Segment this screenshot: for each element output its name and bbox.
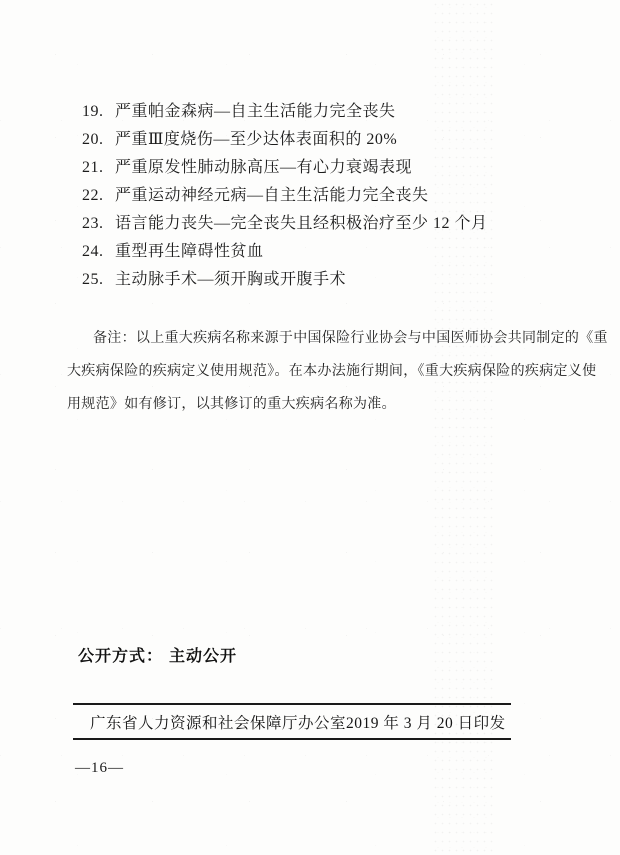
- item-text: 严重运动神经元病—自主生活能力完全丧失: [115, 187, 429, 204]
- item-number: 20.: [82, 131, 104, 148]
- imprint-issuer: 广东省人力资源和社会保障厅办公室: [90, 714, 347, 732]
- disease-list: [82, 98, 488, 294]
- page-number: —16—: [75, 760, 124, 776]
- disease-list-item: [82, 238, 488, 266]
- imprint-box: [73, 703, 511, 740]
- item-number: 25.: [82, 271, 104, 288]
- note-line: 备注：以上重大疾病名称来源于中国保险行业协会与中国医师协会共同制定的《重: [93, 331, 608, 346]
- item-text: 严重原发性肺动脉高压—有心力衰竭表现: [115, 159, 413, 176]
- item-text: 语言能力丧失—完全丧失且经积极治疗至少 12 个月: [115, 215, 488, 232]
- item-text: 重型再生障碍性贫血: [115, 243, 264, 260]
- item-text: 严重帕金森病—自主生活能力完全丧失: [115, 103, 396, 120]
- item-number: 23.: [82, 215, 104, 232]
- disease-list-item: [82, 266, 488, 294]
- note-line: 用规范》如有修订，以其修订的重大疾病名称为准。: [67, 397, 396, 412]
- disclosure-label: 公开方式：: [78, 648, 164, 665]
- item-text: 主动脉手术—须开胸或开腹手术: [115, 271, 347, 288]
- disclosure-method-line: [78, 643, 237, 666]
- item-text: 严重Ⅲ度烧伤—至少达体表面积的 20%: [115, 131, 398, 148]
- item-number: 19.: [82, 103, 104, 120]
- item-number: 22.: [82, 187, 104, 204]
- item-number: 24.: [82, 243, 104, 260]
- disease-list-item: [82, 126, 488, 154]
- disease-list-item: [82, 98, 488, 126]
- disclosure-value: 主动公开: [169, 648, 238, 665]
- disease-list-item: [82, 154, 488, 182]
- note-paragraph: [67, 322, 608, 421]
- note-line: 大疾病保险的疾病定义使用规范》。在本办法施行期间，《重大疾病保险的疾病定义使: [67, 364, 597, 379]
- item-number: 21.: [82, 159, 104, 176]
- imprint-date: 2019 年 3 月 20 日印发: [346, 714, 506, 732]
- disease-list-item: [82, 210, 488, 238]
- disease-list-item: [82, 182, 488, 210]
